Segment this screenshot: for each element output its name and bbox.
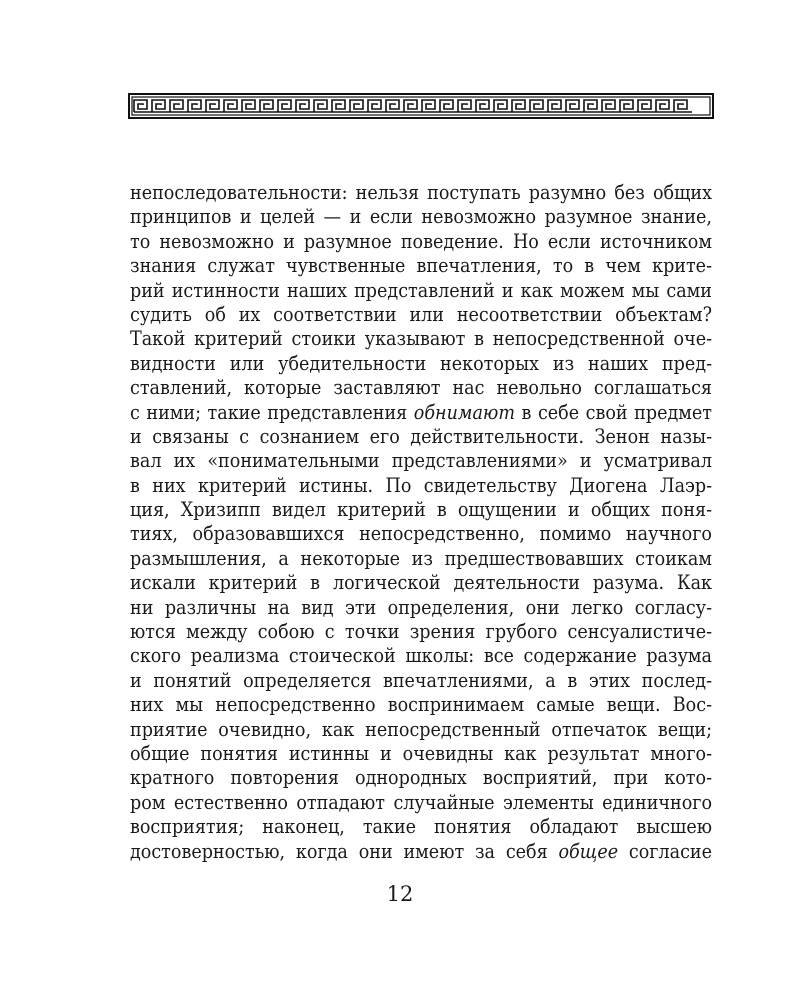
text-line [130,620,712,644]
line-text: знания служат чувственные впечатления, то в чем крите- [130,254,712,278]
line-text: достоверностью, когда они имеют за себя [130,839,559,863]
line-text: согласие [618,839,712,863]
text-line [130,791,712,815]
line-text: с ними; такие представления [130,400,414,424]
line-text: восприятия; наконец, такие понятия обладают высшею [130,815,712,839]
line-text: Такой критерий стоики указывают в непосредственной оче- [130,327,712,351]
line-text: тиях, образовавшихся непосредственно, помимо научного [130,522,712,546]
text-line [130,181,712,205]
line-text: ского реализма стоической школы: все содержание разума [130,644,712,668]
line-text: рий истинности наших представлений и как можем мы сами [130,278,712,302]
line-text: приятие очевидно, как непосредственный отпечаток вещи; [130,717,712,741]
emphasis-text: обнимают [413,400,515,424]
line-text: них мы непосредственно воспринимаем самые вещи. Вос- [130,693,712,717]
text-line [130,327,712,351]
line-text: и связаны с сознанием его действительности. Зенон назы- [130,424,712,448]
line-text: ром естественно отпадают случайные элементы единичного [130,790,712,814]
meander-pattern [134,100,692,112]
line-text: судить об их соответствии или несоответствии объектам? [130,302,712,326]
line-text: размышления, а некоторые из предшествовавших стоикам [130,546,712,570]
text-line [130,547,712,571]
line-text: в них критерий истины. По свидетельству Диогена Лаэр- [130,473,712,497]
line-text: общие понятия истинны и очевидны как результат много- [130,741,712,765]
text-line [130,644,712,668]
text-line [130,401,712,425]
line-text: вал их «понимательными представлениями» и усматривал [130,449,712,473]
line-text: ни различны на вид эти определения, они легко согласу- [130,595,712,619]
text-line [130,205,712,229]
text-line [130,669,712,693]
text-line [130,352,712,376]
line-text: ставлений, которые заставляют нас невольно соглашаться [130,376,712,400]
line-text: ция, Хризипп видел критерий в ощущении и общих поня- [130,498,712,522]
emphasis-text: общее [558,839,619,863]
line-text: принципов и целей — и если невозможно разумное знание, [130,205,712,229]
line-text: видности или убедительности некоторых из наших пред- [130,351,712,375]
meander-border-icon [128,93,714,119]
greek-key-ornament [128,93,714,119]
text-line [130,474,712,498]
line-text: искали критерий в логической деятельности разума. Как [130,571,712,595]
text-line [130,498,712,522]
body-text [130,181,712,864]
text-line [130,376,712,400]
text-line [130,693,712,717]
text-line [130,303,712,327]
text-line [130,742,712,766]
line-text: в себе свой предмет [515,400,712,424]
text-line [130,571,712,595]
text-line [130,230,712,254]
text-line [130,596,712,620]
line-text: и понятий определяется впечатлениями, а в этих послед- [130,668,712,692]
text-line [130,718,712,742]
text-line [130,840,712,864]
line-text: ются между собою с точки зрения грубого сенсуалистиче- [130,620,712,644]
text-line [130,254,712,278]
page-number: 12 [386,882,414,906]
text-line [130,449,712,473]
text-line [130,522,712,546]
text-line [130,766,712,790]
text-line [130,425,712,449]
line-text: то невозможно и разумное поведение. Но если источником [130,229,712,253]
line-text: непоследовательности: нельзя поступать разумно без общих [130,181,712,204]
line-text: кратного повторения однородных восприятий, при кото- [130,766,712,790]
text-line [130,815,712,839]
text-line [130,279,712,303]
